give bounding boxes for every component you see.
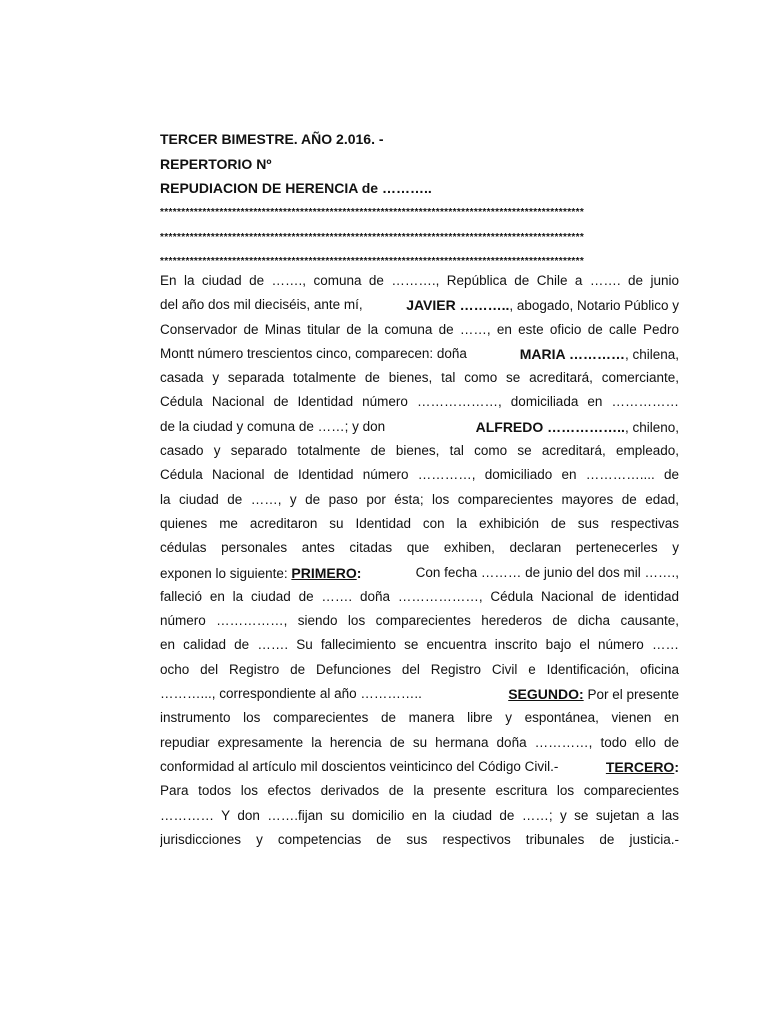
body-line: falleció en la ciudad de ……. doña ………………, Cédula Nacional de identidad <box>160 588 679 604</box>
body-text: ………..., correspondiente al año ………….. <box>160 686 422 702</box>
body-line: Cédula Nacional de Identidad número …………, domiciliado en ………….... de <box>160 467 679 483</box>
appearer-name-maria: MARIA ………… <box>519 345 625 362</box>
body-line: Conservador de Minas titular de la comuna de ……, en este oficio de calle Pedro <box>160 321 679 337</box>
document-title: REPUDIACION DE HERENCIA de ……….. <box>160 180 432 196</box>
body-line: en calidad de ……. Su fallecimiento se encuentra inscrito bajo el número …… <box>160 637 679 653</box>
body-text: , chilena, <box>624 346 679 362</box>
body-text: , abogado, Notario Público y <box>509 298 679 314</box>
repertorio-heading: REPERTORIO Nº <box>160 155 272 172</box>
asterisk-line-3: **************************************************************************************************** <box>160 256 585 267</box>
body-line: número ……………, siendo los comparecientes herederos de dicha causante, <box>160 613 679 629</box>
body-line: ocho del Registro de Defunciones del Registro Civil e Identificación, oficina <box>160 661 679 677</box>
notary-name: JAVIER ……….. <box>406 297 510 314</box>
deed-body <box>160 269 679 852</box>
body-line <box>160 415 679 439</box>
body-line <box>160 342 679 366</box>
body-line: instrumento los comparecientes de manera libre y espontánea, vienen en <box>160 710 679 726</box>
body-text: , chileno, <box>624 419 679 435</box>
appearer-name-alfredo: ALFREDO …………….. <box>475 418 625 435</box>
body-line: la ciudad de ……, y de paso por ésta; los comparecientes mayores de edad, <box>160 491 679 507</box>
body-line: conformidad al artículo mil doscientos veinticinco del Código Civil.- TERCERO: <box>160 755 679 779</box>
body-text: Montt número trescientos cinco, comparecen: doña <box>160 345 467 361</box>
clause-tercero: TERCERO <box>605 758 675 775</box>
body-line: casado y separado totalmente de bienes, tal como se acreditará, empleado, <box>160 443 679 459</box>
body-line: En la ciudad de ……., comuna de ………., República de Chile a ……. de junio <box>160 273 679 288</box>
period-heading: TERCER BIMESTRE. AÑO 2.016. - <box>160 131 384 147</box>
body-text: de la ciudad y comuna de ……; y don <box>160 418 386 434</box>
body-text: Con fecha ……… de junio del dos mil ……., <box>415 564 679 580</box>
body-text: del año dos mil dieciséis, ante mí, <box>160 297 363 313</box>
asterisk-line-2: **************************************************************************************************** <box>160 231 585 243</box>
body-text: Por el presente <box>587 687 679 703</box>
body-text: exponen lo siguiente: <box>160 565 288 581</box>
document-header <box>160 127 680 201</box>
body-text: conformidad al artículo mil doscientos veinticinco del Código Civil.- <box>160 758 559 774</box>
asterisk-separator <box>160 201 680 275</box>
body-line <box>160 682 679 706</box>
body-line <box>160 293 679 317</box>
asterisk-line-1: **************************************************************************************************** <box>160 207 585 218</box>
body-line: quienes me acreditaron su Identidad con la exhibición de sus respectivas <box>160 515 679 531</box>
body-line: repudiar expresamente la herencia de su hermana doña …………, todo ello de <box>160 734 679 750</box>
body-line: ………… Y don …….fijan su domicilio en la ciudad de ……; y se sujetan a las <box>160 807 679 823</box>
body-line: Para todos los efectos derivados de la presente escritura los comparecientes <box>160 783 679 799</box>
body-line: Cédula Nacional de Identidad número ………………, domiciliada en …………… <box>160 394 679 410</box>
body-line: exponen lo siguiente: PRIMERO: Con fecha ……… de junio del dos mil ……., <box>160 561 679 585</box>
body-line: casada y separada totalmente de bienes, tal como se acreditará, comerciante, <box>160 370 679 386</box>
body-line: cédulas personales antes citadas que exhiben, declaran pertenecerles y <box>160 540 679 556</box>
body-line: jurisdicciones y competencias de sus respectivos tribunales de justicia.- <box>160 831 679 847</box>
clause-primero: PRIMERO <box>291 564 357 581</box>
clause-segundo: SEGUNDO: <box>508 686 584 703</box>
